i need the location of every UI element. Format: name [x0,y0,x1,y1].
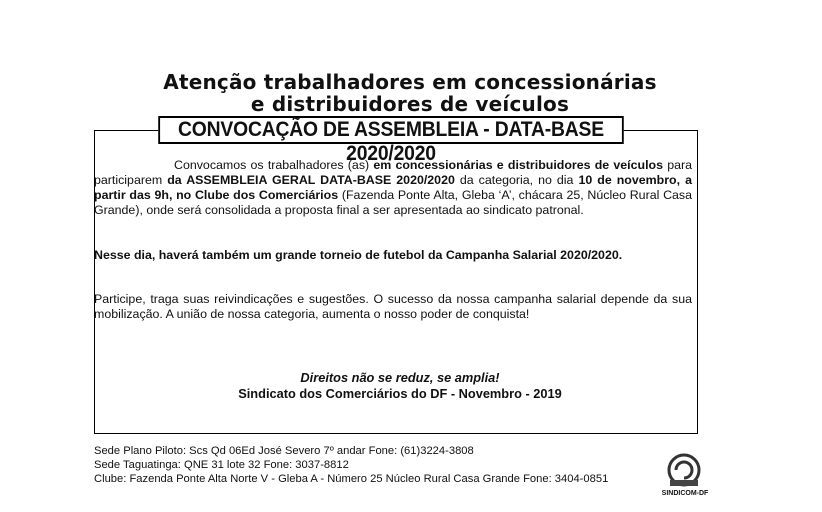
tournament-paragraph: Nesse dia, haverá também um grande torneio de futebol da Campanha Salarial 2020/2020. [94,248,623,262]
paragraph-segment: Convocamos os trabalhadores (as) [174,158,374,172]
convocation-paragraph [94,158,692,218]
paragraph-segment: (Fazenda Ponte Alta, Gleba ‘A’, chácara 25, Núcleo Rural Casa Grande), onde será consolidada a proposta final a ser apresentada ao sindicato patronal. [94,188,692,217]
address-taguatinga: Sede Taguatinga: QNE 31 lote 32 Fone: 3037-8812 [94,459,349,471]
headline-line-1: Atenção trabalhadores em concessionárias [163,70,657,94]
paragraph-segment: 10 de novembro, a partir das 9h, no Clube dos Comerciários [94,173,692,202]
logo-text: SINDICOM-DF [661,490,709,497]
motto: Direitos não se reduz, se amplia! [300,370,500,385]
paragraph-segment: da ASSEMBLEIA GERAL DATA-BASE 2020/2020 [167,173,455,187]
paragraph-segment: para participarem [94,158,692,187]
address-club: Clube: Fazenda Ponte Alta Norte V - Gleba A - Número 25 Núcleo Rural Casa Grande Fone: 3404-0851 [94,473,609,485]
paragraph-segment: em concessionárias e distribuidores de veículos [373,158,663,172]
headline-line-2: e distribuidores de veículos [250,92,570,116]
convocation-banner: CONVOCAÇÃO DE ASSEMBLEIA - DATA-BASE 2020/2020 [158,116,624,144]
participation-paragraph: Participe, traga suas reivindicações e sugestões. O sucesso da nossa campanha salarial depende da sua mobilização. A união de nossa categoria, aumenta o nosso poder de conquista! [94,292,692,321]
signature: Sindicato dos Comerciários do DF - Novembro - 2019 [238,386,562,401]
paragraph-segment: da categoria, no dia [454,173,579,187]
address-plano-piloto: Sede Plano Piloto: Scs Qd 06Ed José Severo 7º andar Fone: (61)3224-3808 [94,445,474,457]
